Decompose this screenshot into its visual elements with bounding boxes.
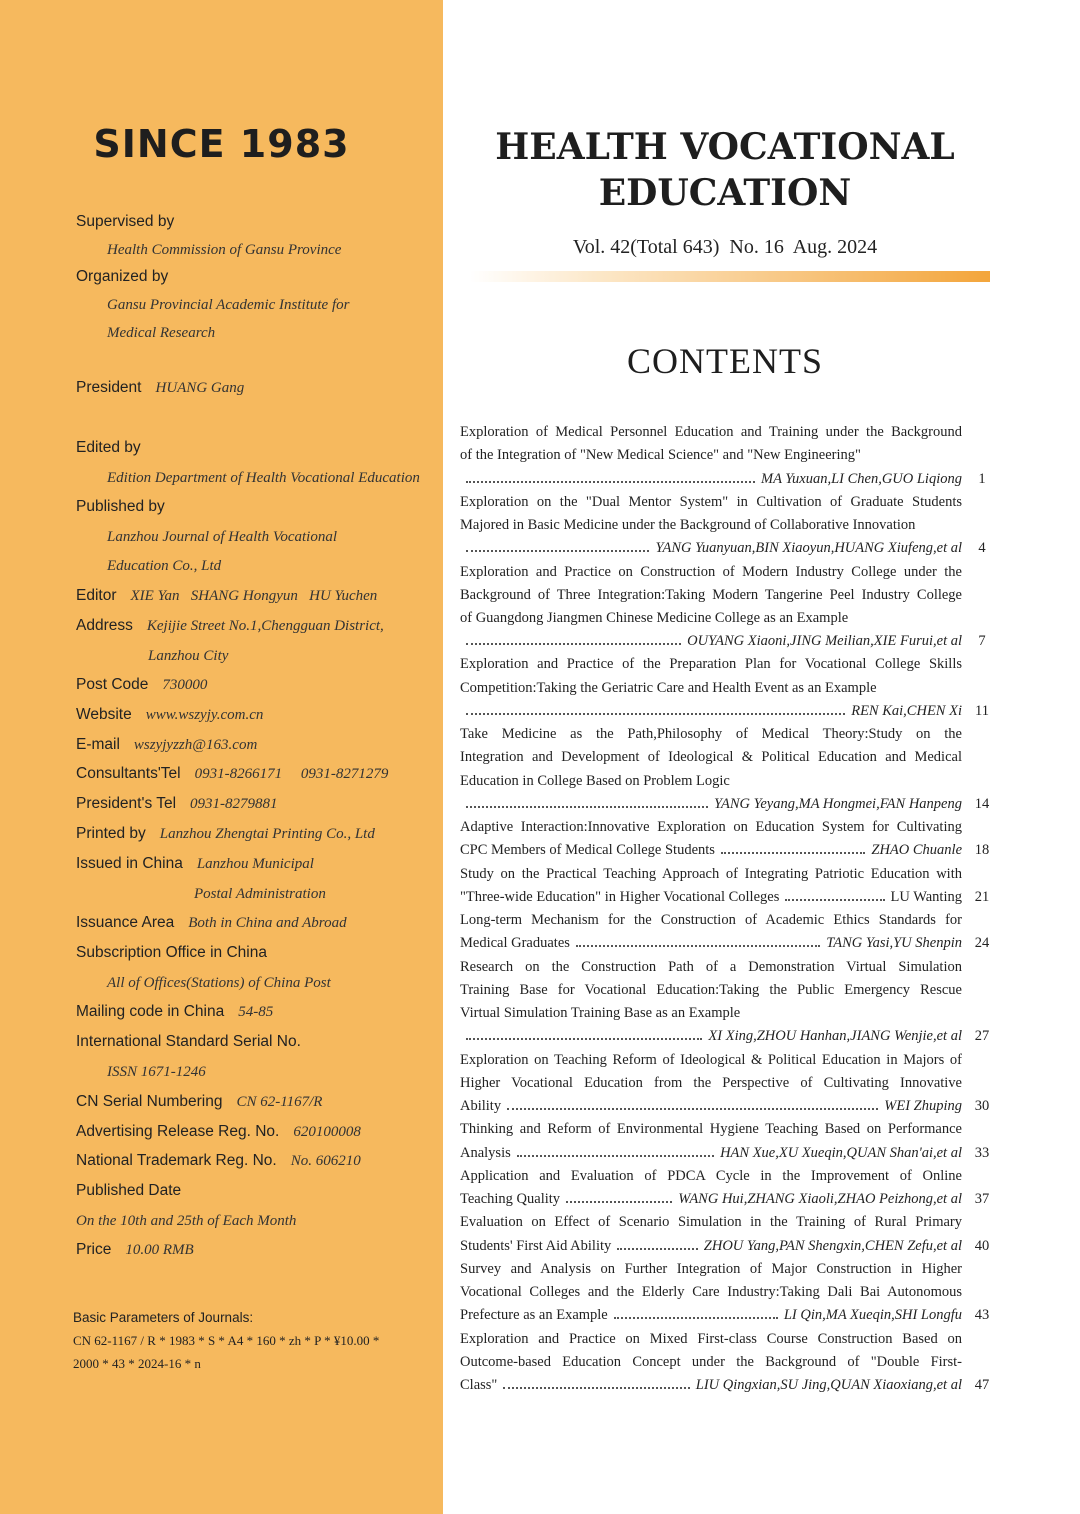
- published-by-label: Published by: [76, 498, 165, 515]
- toc-entry-8-line-1: Long-term Mechanism for the Construction of Academic Ethics Standards for: [460, 912, 962, 928]
- president-row: President HUANG Gang: [76, 379, 245, 396]
- organized-by-label: Organized by: [76, 268, 169, 285]
- journal-title-line-1: HEALTH VOCATIONAL: [495, 126, 955, 168]
- toc-entry-6-line-1: Adaptive Interaction:Innovative Exploration on Education System for Cultivating: [460, 819, 962, 835]
- toc-entry-11-page: 33: [974, 1145, 990, 1161]
- toc-entry-5-line-1: Take Medicine as the Path,Philosophy of Medical Theory:Study on the: [460, 726, 962, 742]
- post-code-row: Post Code 730000: [76, 676, 208, 693]
- toc-entry-14-line-2: Vocational Colleges and the Elderly Care Industry:Taking Dali Bai Autonomous: [460, 1284, 962, 1300]
- toc-entry-2-authors-line: [460, 538, 962, 558]
- toc-entry-6-title-end: CPC Members of Medical College Students: [460, 842, 715, 858]
- toc-entry-14-line-1: Survey and Analysis on Further Integration of Major Construction in Higher: [460, 1261, 962, 1277]
- website-row: Website www.wszyjy.com.cn: [76, 706, 264, 723]
- supervised-by-label: Supervised by: [76, 213, 175, 230]
- printed-by-row: Printed by Lanzhou Zhengtai Printing Co., Ltd: [76, 825, 375, 842]
- journal-title-line-2: EDUCATION: [598, 172, 852, 214]
- published-date-value: On the 10th and 25th of Each Month: [76, 1213, 297, 1229]
- volume-info: Vol. 42(Total 643) No. 16 Aug. 2024: [572, 236, 878, 258]
- toc-entry-4-authors-line: [460, 701, 962, 721]
- toc-entry-14-line-3: [460, 1305, 962, 1325]
- toc-entry-6-authors: ZHAO Chuanle: [871, 842, 962, 858]
- toc-entry-13-line-2: [460, 1236, 962, 1256]
- toc-entry-7-line-2: [460, 887, 962, 907]
- toc-entry-1-line-2: of the Integration of "New Medical Science" and "New Engineering": [460, 447, 861, 463]
- toc-entry-10-line-3: [460, 1096, 962, 1116]
- presidents-tel-row: President's Tel 0931-8279881: [76, 795, 278, 812]
- basic-params-line-2: 2000 * 43 * 2024-16 * n: [73, 1356, 201, 1371]
- editor-row: Editor XIE Yan SHANG Hongyun HU Yuchen: [76, 587, 378, 604]
- issued-in-china-value-2: Postal Administration: [194, 886, 326, 902]
- toc-entry-4-page: 11: [975, 703, 989, 719]
- toc-entry-1-line-1: Exploration of Medical Personnel Education and Training under the Background: [460, 424, 962, 440]
- toc-entry-3-page: 7: [978, 633, 986, 649]
- supervised-by-value: Health Commission of Gansu Province: [107, 242, 342, 258]
- toc-entry-9-line-2: Training Base for Vocational Education:Taking the Public Emergency Rescue: [460, 982, 962, 998]
- toc-entry-14-page: 43: [974, 1307, 990, 1323]
- advertising-reg-row: Advertising Release Reg. No. 620100008: [76, 1123, 361, 1140]
- toc-entry-12-line-2: [460, 1189, 962, 1209]
- toc-entry-7-authors: LU Wanting: [890, 889, 962, 905]
- toc-entry-2-line-1: Exploration on the "Dual Mentor System" in Cultivation of Graduate Students: [460, 494, 962, 510]
- toc-entry-3-line-1: Exploration and Practice on Construction of Modern Industry College under the: [460, 564, 962, 580]
- toc-entry-9-page: 27: [974, 1028, 990, 1044]
- organized-by-value-1: Gansu Provincial Academic Institute for: [107, 297, 350, 313]
- published-by-value-2: Education Co., Ltd: [107, 558, 222, 574]
- toc-entry-15-page: 47: [974, 1377, 990, 1393]
- toc-entry-8-authors: TANG Yasi,YU Shenpin: [826, 935, 962, 951]
- toc-entry-2-authors: YANG Yuanyuan,BIN Xiaoyun,HUANG Xiufeng,et al: [655, 540, 962, 556]
- price-row: Price 10.00 RMB: [76, 1241, 194, 1258]
- published-by-value-1: Lanzhou Journal of Health Vocational: [107, 529, 337, 545]
- toc-entry-11-title-end: Analysis: [460, 1145, 511, 1161]
- toc-entry-3-authors-line: [460, 631, 962, 651]
- toc-entry-13-authors: ZHOU Yang,PAN Shengxin,CHEN Zefu,et al: [703, 1238, 962, 1254]
- toc-entry-8-title-end: Medical Graduates: [460, 935, 570, 951]
- edited-by-label: Edited by: [76, 439, 141, 456]
- toc-entry-5-authors: YANG Yeyang,MA Hongmei,FAN Hanpeng: [713, 796, 962, 812]
- edited-by-value: Edition Department of Health Vocational Education: [107, 470, 420, 486]
- issn-value: ISSN 1671-1246: [107, 1064, 206, 1080]
- toc-entry-2-line-2: Majored in Basic Medicine under the Background of Collaborative Innovation: [460, 517, 916, 533]
- toc-entry-12-line-1: Application and Evaluation of PDCA Cycle in the Improvement of Online: [460, 1168, 962, 1184]
- toc-entry-8-line-2: [460, 933, 962, 953]
- toc-entry-15-line-3: [460, 1375, 962, 1395]
- toc-entry-12-title-end: Teaching Quality: [460, 1191, 561, 1207]
- toc-entry-15-line-1: Exploration and Practice on Mixed First-class Course Construction Based on: [460, 1331, 962, 1347]
- toc-entry-11-authors: HAN Xue,XU Xueqin,QUAN Shan'ai,et al: [720, 1145, 962, 1161]
- toc-entry-12-authors: WANG Hui,ZHANG Xiaoli,ZHAO Peizhong,et al: [678, 1191, 962, 1207]
- toc-entry-7-line-1: Study on the Practical Teaching Approach of Integrating Patriotic Education with: [460, 866, 962, 882]
- toc-entry-13-line-1: Evaluation on Effect of Scenario Simulation in the Training of Rural Primary: [460, 1214, 962, 1230]
- toc-entry-10-line-1: Exploration on Teaching Reform of Ideological & Political Education in Majors of: [460, 1052, 962, 1068]
- published-date-label: Published Date: [76, 1182, 182, 1199]
- toc-entry-2-page: 4: [978, 540, 986, 556]
- toc-entry-5-page: 14: [974, 796, 990, 812]
- toc-entry-7-title-end: "Three-wide Education" in Higher Vocational Colleges: [460, 889, 780, 905]
- trademark-reg-row: National Trademark Reg. No. No. 606210: [76, 1152, 361, 1169]
- toc-entry-1-authors: MA Yuxuan,LI Chen,GUO Liqiong: [760, 471, 962, 487]
- toc-entry-6-line-2: [460, 840, 962, 860]
- toc-entry-14-authors: LI Qin,MA Xueqin,SHI Longfu: [783, 1307, 962, 1323]
- basic-params-label: Basic Parameters of Journals:: [73, 1310, 254, 1325]
- issuance-area-row: Issuance Area Both in China and Abroad: [76, 914, 347, 931]
- toc-entry-11-line-1: Thinking and Reform of Environmental Hygiene Teaching Based on Performance: [460, 1121, 962, 1137]
- toc-entry-13-title-end: Students' First Aid Ability: [460, 1238, 612, 1254]
- toc-entry-11-line-2: [460, 1143, 962, 1163]
- consultants-tel-row: Consultants'Tel 0931-8266171 0931-8271279: [76, 765, 389, 782]
- contents-heading: CONTENTS: [627, 341, 823, 381]
- address-row: Address Kejijie Street No.1,Chengguan District,: [76, 617, 384, 634]
- journal-title: [495, 124, 955, 216]
- toc-entry-4-line-1: Exploration and Practice of the Preparation Plan for Vocational College Skills: [460, 656, 962, 672]
- toc-entry-14-title-end: Prefecture as an Example: [460, 1307, 608, 1323]
- toc-entry-10-line-2: Higher Vocational Education from the Perspective of Cultivating Innovative: [460, 1075, 962, 1091]
- toc-entry-15-line-2: Outcome-based Education Concept under the Background of "Double First-: [460, 1354, 962, 1370]
- toc-entry-3-authors: OUYANG Xiaoni,JING Meilian,XIE Furui,et al: [687, 633, 962, 649]
- toc-entry-1-page: 1: [978, 471, 986, 487]
- left-info-panel: [0, 0, 443, 1514]
- toc-entry-3-line-2: Background of Three Integration:Taking Modern Tangerine Peel Industry College: [460, 587, 962, 603]
- email-row: E-mail wszyjyzzh@163.com: [76, 736, 258, 753]
- toc-entry-9-authors-line: [460, 1026, 962, 1046]
- toc-entry-1-authors-line: [460, 469, 962, 489]
- toc-entry-3-line-3: of Guangdong Jiangmen Chinese Medicine College as an Example: [460, 610, 849, 626]
- toc-entry-5-line-2: Integration and Development of Ideological & Political Education and Medical: [460, 749, 962, 765]
- organized-by-value-2: Medical Research: [107, 325, 216, 341]
- toc-entry-10-title-end: Ability: [460, 1098, 502, 1114]
- cn-serial-row: CN Serial Numbering CN 62-1167/R: [76, 1093, 323, 1110]
- toc-entry-12-page: 37: [974, 1191, 990, 1207]
- since-heading: SINCE 1983: [93, 122, 350, 166]
- mailing-code-row: Mailing code in China 54-85: [76, 1003, 274, 1020]
- toc-entry-5-authors-line: [460, 794, 962, 814]
- toc-entry-15-title-end: Class": [460, 1377, 498, 1393]
- address-value-2: Lanzhou City: [148, 648, 229, 664]
- toc-entry-10-authors: WEI Zhuping: [884, 1098, 962, 1114]
- toc-entry-15-authors: LIU Qingxian,SU Jing,QUAN Xiaoxiang,et al: [695, 1377, 962, 1393]
- toc-entry-9-line-1: Research on the Construction Path of a Demonstration Virtual Simulation: [460, 959, 962, 975]
- subscription-office-label: Subscription Office in China: [76, 944, 267, 961]
- issued-in-china-row: Issued in China Lanzhou Municipal: [76, 855, 314, 872]
- toc-entry-6-page: 18: [974, 842, 990, 858]
- toc-entry-9-authors: XI Xing,ZHOU Hanhan,JIANG Wenjie,et al: [708, 1028, 962, 1044]
- toc-entry-10-page: 30: [974, 1098, 990, 1114]
- toc-entry-13-page: 40: [974, 1238, 990, 1254]
- basic-params-line-1: CN 62-1167 / R * 1983 * S * A4 * 160 * zh * P * ¥10.00 *: [73, 1333, 380, 1348]
- toc-entry-7-page: 21: [974, 889, 990, 905]
- toc-entry-4-authors: REN Kai,CHEN Xi: [851, 703, 962, 719]
- toc-entry-8-page: 24: [974, 935, 990, 951]
- toc-entry-9-line-3: Virtual Simulation Training Base as an Example: [460, 1005, 741, 1021]
- toc-entry-5-line-3: Education in College Based on Problem Logic: [460, 773, 730, 789]
- decorative-band: [470, 271, 990, 282]
- issn-label: International Standard Serial No.: [76, 1033, 301, 1050]
- subscription-office-value: All of Offices(Stations) of China Post: [107, 975, 331, 991]
- toc-entry-4-line-2: Competition:Taking the Geriatric Care and Health Event as an Example: [460, 680, 877, 696]
